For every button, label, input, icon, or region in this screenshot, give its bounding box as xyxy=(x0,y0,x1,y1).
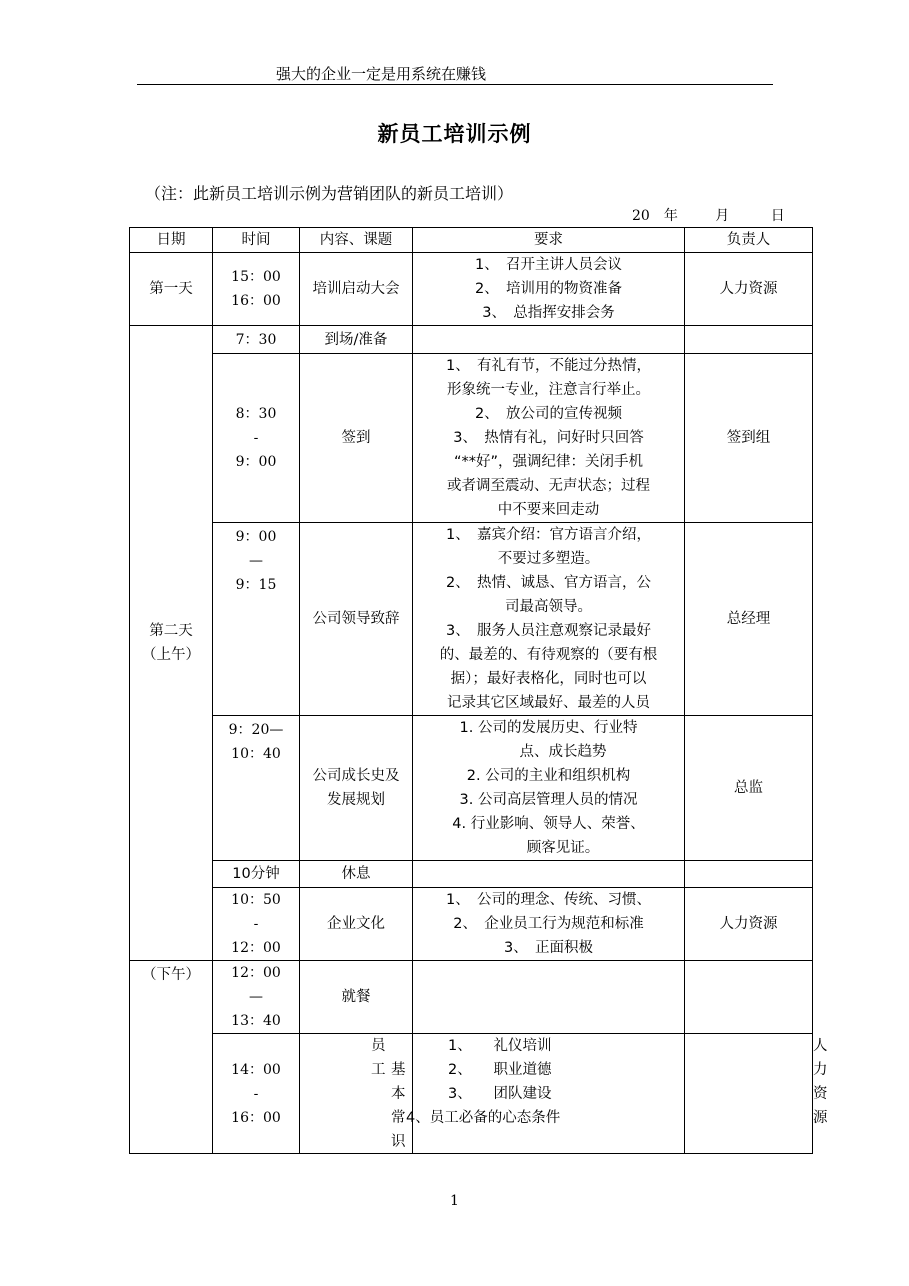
requirement-line: 形象统一专业，注意言行举止。 xyxy=(447,382,650,398)
topic-fragment-3: 本 xyxy=(391,1086,406,1102)
requirement-line: 4. 行业影响、领导人、荣誉、 xyxy=(452,816,645,832)
requirements-cell xyxy=(685,1034,813,1154)
date-day: 日 xyxy=(770,208,785,224)
note-text: （注：此新员工培训示例为营销团队的新员工培训） xyxy=(145,184,514,203)
time-sep: — xyxy=(249,989,263,1005)
owner-cell xyxy=(685,961,813,1034)
time-start: 15：00 xyxy=(231,269,281,285)
col-header-requirements: 要求 xyxy=(413,228,685,253)
topic-requirements-cell xyxy=(300,1034,685,1154)
topic-cell xyxy=(300,716,413,861)
table-row xyxy=(130,253,813,326)
time-start: 9：00 xyxy=(235,529,277,545)
requirement-item: 3、 总指挥安排会务 xyxy=(482,305,615,321)
requirement-line: 2、 放公司的宣传视频 xyxy=(475,406,622,422)
requirement-line: 或者调至震动、无声状态；过程 xyxy=(447,478,650,494)
requirements-cell xyxy=(413,716,685,861)
requirements-cell xyxy=(413,523,685,716)
time-sep: - xyxy=(253,430,259,446)
time-sep: - xyxy=(253,916,259,932)
date-year: 20 年 xyxy=(632,208,678,224)
requirement-line: 2、 热情、诚恳、官方语言，公 xyxy=(446,575,651,591)
table-row xyxy=(130,888,813,961)
owner-cell: 人力资源 xyxy=(685,888,813,961)
requirement-item: 3、 正面积极 xyxy=(504,940,593,956)
requirement-item: 2、 企业员工行为规范和标准 xyxy=(453,916,644,932)
time-cell xyxy=(213,716,300,861)
time-sep: — xyxy=(249,553,263,569)
col-header-time: 时间 xyxy=(213,228,300,253)
requirement-line: “**好”，强调纪律：关闭手机 xyxy=(453,454,644,470)
requirement-line: 顾客见证。 xyxy=(497,840,600,856)
time-cell: 10分钟 xyxy=(213,861,300,888)
time-end: 13：40 xyxy=(231,1013,281,1029)
topic-fragment-2: 基 xyxy=(391,1062,406,1078)
table-row xyxy=(130,716,813,861)
requirement-item: 4、员工必备的心态条件 xyxy=(406,1110,561,1126)
time-cell xyxy=(213,1034,300,1154)
requirement-line: 1、 嘉宾介绍：官方语言介绍， xyxy=(446,527,651,543)
requirement-item: 3、 团队建设 xyxy=(448,1086,552,1102)
time-cell: 7：30 xyxy=(213,326,300,354)
requirements-cell xyxy=(413,354,685,523)
owner-cell: 人力资源 xyxy=(685,253,813,326)
table-row xyxy=(130,326,813,354)
header-rule xyxy=(137,84,773,85)
time-end: 12：00 xyxy=(231,940,281,956)
requirement-line: 3、 服务人员注意观察记录最好 xyxy=(446,623,651,639)
owner-cell xyxy=(685,861,813,888)
requirement-item: 1、 公司的理念、传统、习惯、 xyxy=(446,892,651,908)
owner-cell: 总经理 xyxy=(685,523,813,716)
date-day2: 第二天 xyxy=(149,623,193,639)
requirement-line: 点、成长趋势 xyxy=(490,744,607,760)
table-row xyxy=(130,354,813,523)
date-cell-day2-am xyxy=(130,326,213,961)
page-title: 新员工培训示例 xyxy=(377,121,532,146)
training-table xyxy=(129,227,828,1154)
requirements-cell xyxy=(413,961,685,1034)
time-end: 10：40 xyxy=(231,746,281,762)
time-cell xyxy=(213,961,300,1034)
requirement-line: 中不要来回走动 xyxy=(497,502,600,518)
requirement-item: 1、 召开主讲人员会议 xyxy=(475,257,622,273)
topic-cell: 休息 xyxy=(300,861,413,888)
topic-fragment-5: 识 xyxy=(391,1134,406,1150)
requirement-line: 司最高领导。 xyxy=(505,599,592,615)
topic-cell: 企业文化 xyxy=(300,888,413,961)
date-month: 月 xyxy=(715,208,730,224)
time-start: 12：00 xyxy=(231,965,281,981)
col-header-owner: 负责人 xyxy=(685,228,813,253)
topic-fragment-4: 常 xyxy=(391,1110,406,1126)
topic-fragment-1: 员工 xyxy=(371,1038,386,1078)
time-sep: - xyxy=(253,1085,259,1102)
requirement-line: 不要过多塑造。 xyxy=(497,551,600,567)
requirement-line: 据）；最好表格化，同时也可以 xyxy=(450,671,647,687)
time-end: 9：00 xyxy=(235,454,277,470)
page-header: 强大的企业一定是用系统在赚钱 xyxy=(276,65,487,83)
requirement-line: 1、 有礼有节，不能过分热情， xyxy=(446,358,651,374)
requirements-cell xyxy=(413,888,685,961)
table-row: 14：00 - 16：00 员工 基 本 常 识 1、 礼仪培训 2、 职业道德 3、 团队建设 4、员工必备的心态条件 人力资源 xyxy=(130,1034,813,1154)
table-row xyxy=(130,961,813,1034)
topic-cell: 培训启动大会 xyxy=(300,253,413,326)
requirements-cell xyxy=(413,861,685,888)
requirements-cell xyxy=(413,253,685,326)
time-start: 8：30 xyxy=(235,406,277,422)
date-cell: 第一天 xyxy=(130,253,213,326)
topic-line: 公司成长史及 xyxy=(312,768,400,784)
owner-cell xyxy=(685,326,813,354)
time-end: 9：15 xyxy=(235,577,277,593)
requirement-line: 2. 公司的主业和组织机构 xyxy=(466,768,631,784)
requirements-cell xyxy=(413,326,685,354)
time-end: 16：00 xyxy=(231,1109,281,1126)
date-line xyxy=(632,205,800,225)
requirement-line: 3. 公司高层管理人员的情况 xyxy=(459,792,638,808)
topic-cell: 就餐 xyxy=(300,961,413,1034)
requirement-line: 记录其它区域最好、最差的人员 xyxy=(447,695,650,711)
page-number: 1 xyxy=(450,1193,459,1209)
topic-cell: 到场/准备 xyxy=(300,326,413,354)
time-start: 9：20— xyxy=(228,722,284,738)
time-start: 10：50 xyxy=(231,892,281,908)
col-header-date: 日期 xyxy=(130,228,213,253)
date-cell-pm: （下午） xyxy=(130,961,213,1154)
requirement-item: 2、 职业道德 xyxy=(448,1062,552,1078)
requirement-line: 3、 热情有礼，问好时只回答 xyxy=(453,430,644,446)
time-cell xyxy=(213,354,300,523)
requirement-line: 的、最差的、有待观察的（要有根 xyxy=(439,647,658,663)
time-cell xyxy=(213,888,300,961)
topic-cell: 公司领导致辞 xyxy=(300,523,413,716)
table-header-row xyxy=(130,228,813,253)
time-cell xyxy=(213,253,300,326)
requirement-line: 1. 公司的发展历史、行业特 xyxy=(459,720,638,736)
time-cell xyxy=(213,523,300,716)
table-row xyxy=(130,523,813,716)
date-am: （上午） xyxy=(142,647,200,663)
requirement-item: 1、 礼仪培训 xyxy=(448,1038,552,1054)
time-end: 16：00 xyxy=(231,293,281,309)
topic-line: 发展规划 xyxy=(327,792,385,808)
requirement-item: 2、 培训用的物资准备 xyxy=(475,281,622,297)
col-header-topic: 内容、课题 xyxy=(300,228,413,253)
time-start: 14：00 xyxy=(231,1061,281,1078)
owner-cell: 签到组 xyxy=(685,354,813,523)
owner-cell: 总监 xyxy=(685,716,813,861)
table-row xyxy=(130,861,813,888)
topic-cell: 签到 xyxy=(300,354,413,523)
